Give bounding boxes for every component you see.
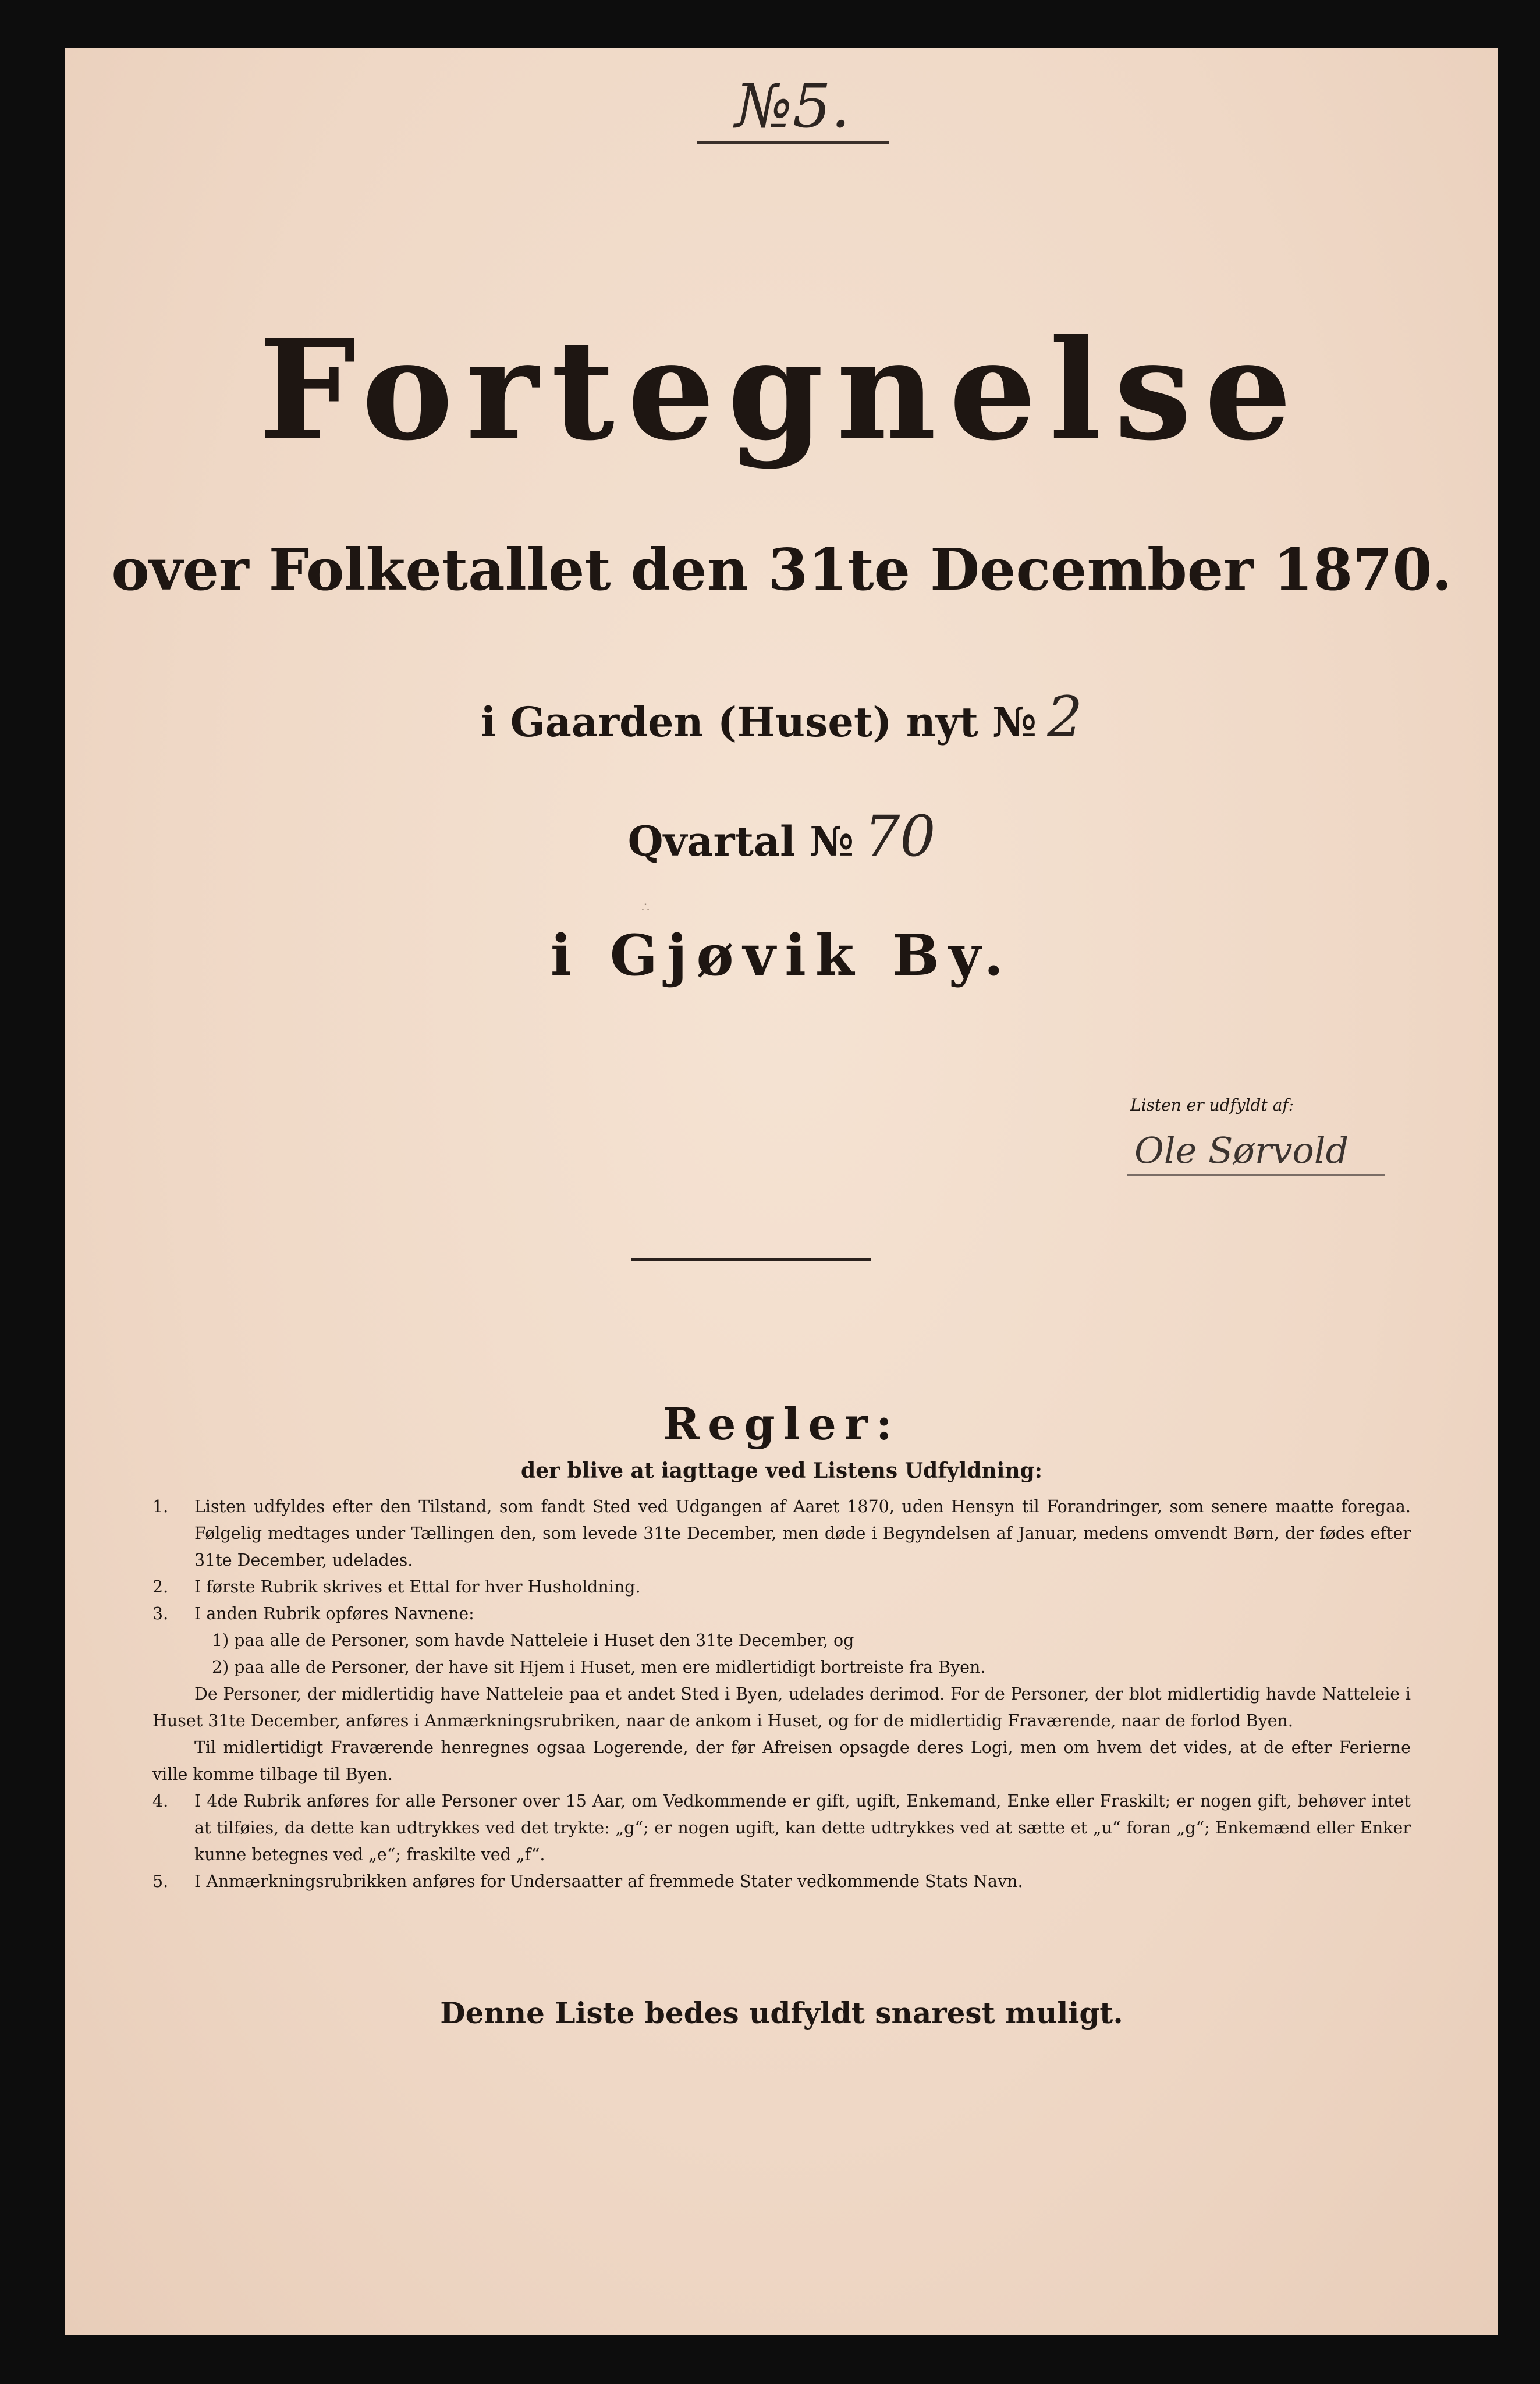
rules-subheading: der blive at iagttage ved Listens Udfyldning: [521, 1459, 1042, 1483]
rule-text: I 4de Rubrik anføres for alle Personer over 15 Aar, om Vedkommende er gift, ugift, Enkemand, Enke eller Fraskilt; er nogen gift, behøver intet at tilføies, da dette kan udtrykkes ved det trykte: „g“; er nogen ugift, kan dette udtrykkes ved at sætte et „u“ foran „g“; Enkemænd eller Enker kunne betegnes ved „e“; fraskilte ved „f“. [194, 1791, 1411, 1864]
ink-smudge: ∴ [641, 900, 650, 915]
house-number-value: 2 [1047, 684, 1083, 750]
rule-item [152, 1601, 1411, 1627]
rule-text: I Anmærkningsrubrikken anføres for Undersaatter af fremmede Stater vedkommende Stats Navn. [194, 1872, 1023, 1891]
rule-paragraph: Til midlertidigt Fraværende henregnes ogsaa Logerende, der før Afreisen opsagde deres Logi, men om hvem det vides, at de efter Ferierne ville komme tilbage til Byen. [152, 1738, 1411, 1784]
page-title: Fortegnelse [258, 309, 1305, 471]
rule-sub-item: 1) paa alle de Personer, som havde Natteleie i Huset den 31te December, og [212, 1631, 854, 1650]
page-number: №5. [697, 71, 889, 144]
rule-item [152, 1493, 1411, 1574]
rule-item [152, 1868, 1411, 1895]
quarter-number-line [65, 804, 1498, 874]
house-number-line [65, 685, 1498, 754]
house-number-label: i Gaarden (Huset) nyt № [480, 698, 1037, 746]
rule-number: 4. [152, 1791, 169, 1811]
rule-number: 2. [152, 1577, 169, 1597]
census-form-page [65, 48, 1498, 2335]
rule-number: 1. [152, 1497, 169, 1516]
filled-by-label: Listen er udfyldt af: [1130, 1095, 1294, 1115]
closing-note: Denne Liste bedes udfyldt snarest muligt. [440, 1996, 1123, 2030]
rule-item [152, 1574, 1411, 1601]
rule-text: Listen udfyldes efter den Tilstand, som fandt Sted ved Udgangen af Aaret 1870, uden Hensyn til Forandringer, som senere maatte foregaa. Følgelig medtages under Tællingen den, som levede 31te December, men døde i Begyndelsen af Januar, medens omvendt Børn, der fødes efter 31te December, udelades. [194, 1497, 1411, 1570]
quarter-number-value: 70 [864, 804, 936, 869]
rule-text: I anden Rubrik opføres Navnene: [194, 1604, 474, 1623]
rules-heading: Regler: [663, 1398, 900, 1450]
rule-item [152, 1788, 1411, 1868]
signature: Ole Sørvold [1127, 1127, 1385, 1176]
divider [631, 1258, 871, 1261]
rules-list [152, 1493, 1411, 1895]
page-subtitle: over Folketallet den 31te December 1870. [111, 537, 1452, 604]
town-line: i Gjøvik By. [550, 923, 1013, 988]
quarter-number-label: Qvartal № [627, 817, 854, 865]
rule-number: 3. [152, 1604, 169, 1623]
rule-sub-item: 2) paa alle de Personer, der have sit Hjem i Huset, men ere midlertidigt bortreiste fra Byen. [212, 1658, 986, 1677]
rule-text: I første Rubrik skrives et Ettal for hver Husholdning. [194, 1577, 641, 1597]
rule-number: 5. [152, 1872, 169, 1891]
rule-paragraph: De Personer, der midlertidig have Natteleie paa et andet Sted i Byen, udelades derimod. For de Personer, der blot midlertidig havde Natteleie i Huset 31te December, anføres i Anmærkningsrubriken, naar de ankom i Huset, og for de midlertidig Fraværende, naar de forlod Byen. [152, 1684, 1411, 1730]
